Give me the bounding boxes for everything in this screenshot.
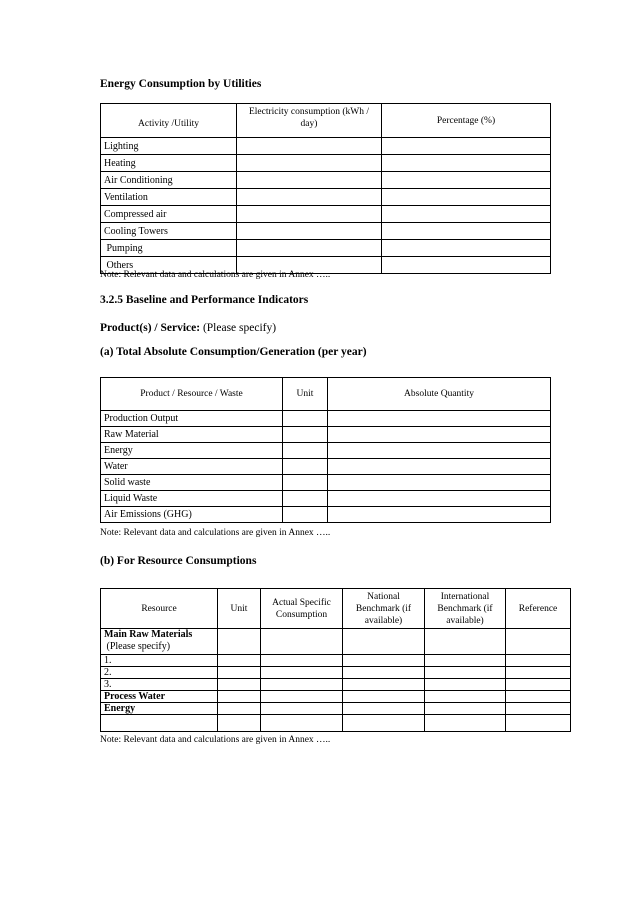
column-header-percentage: Percentage (%) [382,104,551,138]
table-cell[interactable] [506,715,571,732]
table-cell[interactable] [283,443,328,459]
column-header-unit: Unit [218,589,261,629]
table-row-label: Air Conditioning [101,172,237,189]
process-water-label: Process Water [101,691,218,703]
table-cell[interactable] [261,679,343,691]
table-cell[interactable] [237,138,382,155]
table-cell[interactable] [343,655,425,667]
subsection-title-resource-consumptions: (b) For Resource Consumptions [100,555,257,567]
column-header-electricity: Electricity consumption (kWh / day) [237,104,382,138]
table-cell[interactable] [218,629,261,655]
table-cell[interactable] [218,703,261,715]
section-title-baseline: 3.2.5 Baseline and Performance Indicators [100,294,309,306]
table-cell[interactable] [283,411,328,427]
table-cell[interactable] [218,667,261,679]
product-service-label: Product(s) / Service: [100,322,201,334]
product-service-hint: (Please specify) [202,322,277,334]
column-header-product-resource-waste: Product / Resource / Waste [101,378,283,411]
column-header-absolute-quantity: Absolute Quantity [328,378,551,411]
table-row-label: Heating [101,155,237,172]
table-cell[interactable] [261,629,343,655]
table-cell[interactable] [343,679,425,691]
table-cell[interactable] [218,715,261,732]
subsection-title-absolute-consumption: (a) Total Absolute Consumption/Generation (per year) [100,346,367,358]
table-cell[interactable] [382,155,551,172]
table-row-label: Solid waste [101,475,283,491]
table-row-label: Compressed air [101,206,237,223]
table-cell[interactable] [283,475,328,491]
resource-consumptions-table [100,588,571,732]
table-cell[interactable] [425,667,506,679]
product-service-line [100,322,276,334]
table-row-label: Liquid Waste [101,491,283,507]
table-cell[interactable] [328,411,551,427]
column-header-reference: Reference [506,589,571,629]
table-cell[interactable] [506,667,571,679]
table-cell[interactable] [328,475,551,491]
table-cell[interactable] [328,443,551,459]
table-row-label: Energy [101,443,283,459]
table-cell[interactable] [382,172,551,189]
table-cell[interactable] [283,491,328,507]
table-cell[interactable] [425,691,506,703]
table-cell[interactable] [506,703,571,715]
table-row-label: 2. [101,667,218,679]
table-cell[interactable] [382,257,551,274]
main-raw-materials-cell [101,629,218,655]
table-cell[interactable] [425,679,506,691]
table-cell[interactable] [425,703,506,715]
table-cell[interactable] [218,679,261,691]
table-row-label: Lighting [101,138,237,155]
table-cell[interactable] [506,691,571,703]
table-row-label: Pumping [101,240,237,257]
column-header-actual-specific-consumption: Actual Specific Consumption [261,589,343,629]
main-raw-materials-hint: (Please specify) [104,641,171,652]
section-title-energy-consumption: Energy Consumption by Utilities [100,78,262,90]
table-row-label: Air Emissions (GHG) [101,507,283,523]
table-cell[interactable] [101,715,218,732]
table-cell[interactable] [237,189,382,206]
table-row-label: 3. [101,679,218,691]
table-cell[interactable] [261,667,343,679]
column-header-resource: Resource [101,589,218,629]
table-cell[interactable] [237,223,382,240]
table-cell[interactable] [382,189,551,206]
note-annex: Note: Relevant data and calculations are given in Annex ….. [100,528,331,538]
energy-consumption-table [100,103,551,274]
table-cell[interactable] [237,206,382,223]
table-cell[interactable] [237,172,382,189]
column-header-international-benchmark: International Benchmark (if available) [425,589,506,629]
table-cell[interactable] [425,629,506,655]
table-cell[interactable] [343,691,425,703]
table-row-label: Others [101,257,237,274]
table-cell[interactable] [425,655,506,667]
table-cell[interactable] [283,459,328,475]
table-cell[interactable] [218,655,261,667]
table-cell[interactable] [382,240,551,257]
note-annex: Note: Relevant data and calculations are given in Annex ….. [100,735,331,745]
table-cell[interactable] [283,427,328,443]
table-row-label: Production Output [101,411,283,427]
table-row-label: Ventilation [101,189,237,206]
table-row-label: Water [101,459,283,475]
table-row-label: Cooling Towers [101,223,237,240]
table-cell[interactable] [343,629,425,655]
table-cell[interactable] [328,491,551,507]
table-cell[interactable] [343,715,425,732]
table-cell[interactable] [283,507,328,523]
table-cell[interactable] [261,715,343,732]
table-row-label: 1. [101,655,218,667]
column-header-activity: Activity /Utility [101,104,237,138]
table-cell[interactable] [218,691,261,703]
table-cell[interactable] [328,459,551,475]
table-cell[interactable] [343,703,425,715]
table-cell[interactable] [382,223,551,240]
table-cell[interactable] [425,715,506,732]
absolute-consumption-table [100,377,551,523]
main-raw-materials-label: Main Raw Materials [104,629,193,640]
table-cell[interactable] [506,629,571,655]
energy-label: Energy [101,703,218,715]
table-cell[interactable] [237,155,382,172]
table-cell[interactable] [382,206,551,223]
table-cell[interactable] [261,655,343,667]
note-annex: Note: Relevant data and calculations are given in Annex ….. [100,270,331,280]
table-cell[interactable] [506,679,571,691]
column-header-unit: Unit [283,378,328,411]
table-cell[interactable] [506,655,571,667]
table-cell[interactable] [261,703,343,715]
table-cell[interactable] [261,691,343,703]
table-cell[interactable] [328,507,551,523]
table-row-label: Raw Material [101,427,283,443]
table-cell[interactable] [237,240,382,257]
table-cell[interactable] [343,667,425,679]
column-header-national-benchmark: National Benchmark (if available) [343,589,425,629]
table-cell[interactable] [382,138,551,155]
table-cell[interactable] [328,427,551,443]
